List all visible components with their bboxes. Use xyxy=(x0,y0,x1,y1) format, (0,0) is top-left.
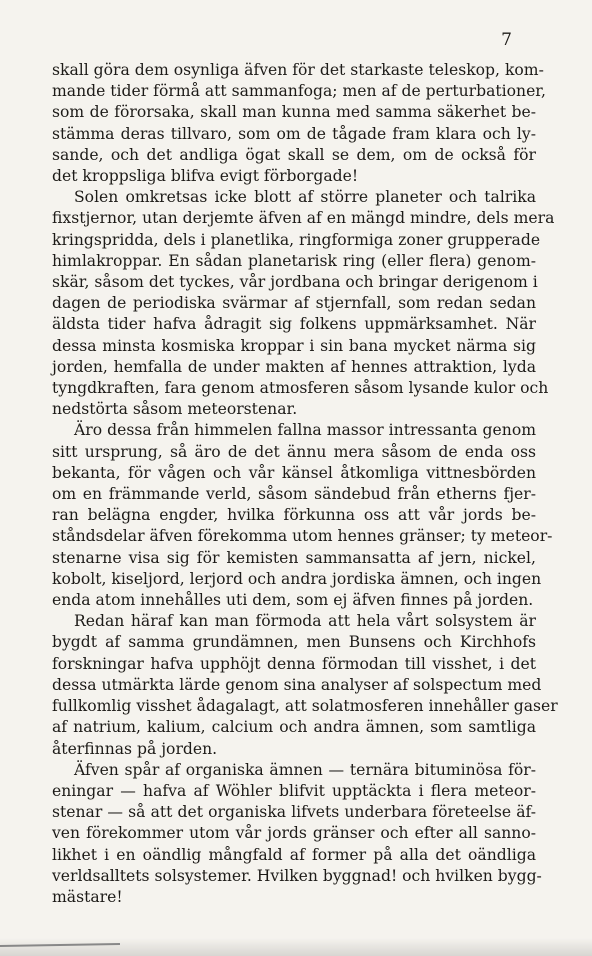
text-line: skär, såsom det tyckes, vår jordbana och bringar derigenom i xyxy=(52,273,538,292)
text-line: jorden, hemfalla de under makten af hennes attraktion, lyda xyxy=(52,357,536,376)
text-line: likhet i en oändlig mångfald af former på alla det oändliga xyxy=(52,845,536,864)
text-line: dagen de periodiska svärmar af stjernfall, som redan sedan xyxy=(52,294,536,313)
text-line: fixstjernor, utan derjemte äfven af en mängd mindre, dels mera xyxy=(52,209,555,228)
text-line: ran belägna engder, hvilka förkunna oss att vår jords be- xyxy=(52,506,536,525)
text-line: tyngdkraften, fara genom atmosferen såsom lysande kulor och xyxy=(52,379,549,398)
text-line: himlakroppar. En sådan planetarisk ring (eller flera) genom- xyxy=(52,251,536,270)
text-line: Solen omkretsas icke blott af större planeter och talrika xyxy=(74,188,536,207)
text-line: om en främmande verld, såsom sändebud från etherns fjer- xyxy=(52,485,536,504)
text-line: ven förekommer utom vår jords gränser och efter all sanno- xyxy=(52,824,536,843)
text-line: fullkomlig visshet ådagalagt, att solatmosferen innehåller gaser xyxy=(52,697,558,716)
text-line: nedstörta såsom meteorstenar. xyxy=(52,400,298,419)
text-line: återfinnas på jorden. xyxy=(52,739,218,758)
text-line: sitt ursprung, så äro de det ännu mera såsom de enda oss xyxy=(52,442,536,461)
paragraph xyxy=(52,760,542,908)
text-line: enda atom innehålles uti dem, som ej äfven finnes på jorden. xyxy=(52,591,534,610)
text-line: forskningar hafva upphöjt denna förmodan till visshet, i det xyxy=(52,654,536,673)
page-bottom-edge xyxy=(0,938,592,956)
body-text xyxy=(52,60,558,908)
text-line: kringspridda, dels i planetlika, ringformiga zoner grupperade xyxy=(52,230,541,249)
text-line: Äro dessa från himmelen fallna massor intressanta genom xyxy=(74,421,536,440)
text-line: stenar — så att det organiska lifvets underbara företeelse äf- xyxy=(52,803,536,822)
paragraph xyxy=(52,420,553,611)
text-line: bekanta, för vågen och vår känsel åtkomliga vittnesbörden xyxy=(52,463,536,482)
page-number: 7 xyxy=(501,30,512,50)
text-line: verldsalltets solsystemer. Hvilken byggnad! och hvilken bygg- xyxy=(52,866,542,885)
text-line: dessa utmärkta lärde genom sina analyser af solspectum med xyxy=(52,675,542,694)
text-line: Äfven spår af organiska ämnen — ternära bituminösa för- xyxy=(74,760,536,779)
text-line: sande, och det andliga ögat skall se dem, om de också för xyxy=(52,145,536,164)
text-line: af natrium, kalium, calcium och andra ämnen, som samtliga xyxy=(52,718,536,737)
text-line: skall göra dem osynliga äfven för det starkaste teleskop, kom- xyxy=(52,61,544,79)
text-line: det kroppsliga blifva evigt förborgade! xyxy=(52,167,359,186)
text-line: stenarne visa sig för kemisten sammansatta af jern, nickel, xyxy=(52,548,536,567)
text-line: mande tider förmå att sammanfoga; men af de perturbationer, xyxy=(52,82,546,101)
text-line: äldsta tider hafva ådragit sig folkens uppmärksamhet. När xyxy=(52,315,536,334)
text-line: ståndsdelar äfven förekomma utom hennes gränser; ty meteor- xyxy=(52,527,553,546)
text-line: stämma deras tillvaro, som om de tågade fram klara och ly- xyxy=(52,124,536,143)
text-line: dessa minsta kosmiska kroppar i sin bana mycket närma sig xyxy=(52,336,536,355)
text-line: Redan häraf kan man förmoda att hela vårt solsystem är xyxy=(74,612,536,631)
text-line: kobolt, kiseljord, lerjord och andra jordiska ämnen, och ingen xyxy=(52,569,542,588)
text-line: som de förorsaka, skall man kunna med samma säkerhet be- xyxy=(52,103,536,122)
text-line: mästare! xyxy=(52,887,123,906)
text-line: eningar — hafva af Wöhler blifvit upptäckta i flera meteor- xyxy=(52,781,536,800)
text-line: bygdt af samma grundämnen, men Bunsens och Kirchhofs xyxy=(52,633,536,652)
paragraph xyxy=(52,611,558,759)
paragraph xyxy=(52,187,555,420)
paragraph xyxy=(52,60,546,187)
